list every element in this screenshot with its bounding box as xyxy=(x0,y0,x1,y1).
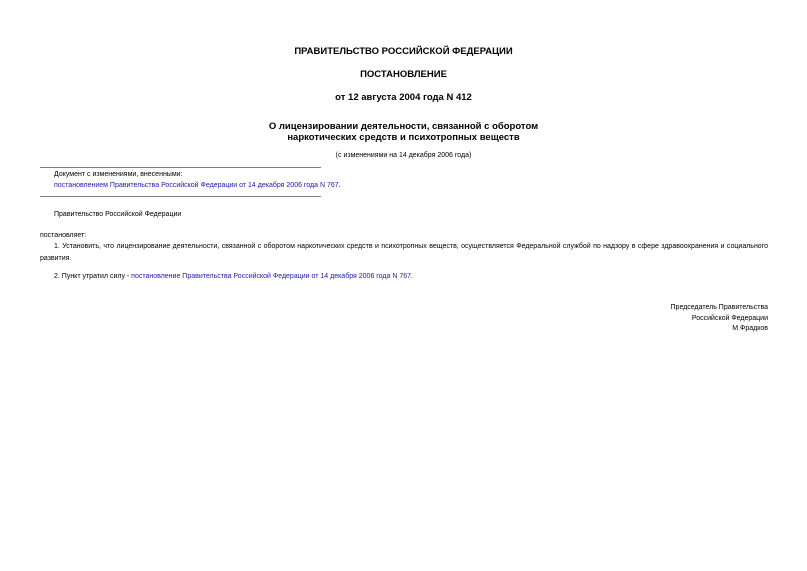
item-2-suffix: . xyxy=(411,273,413,280)
document-type: ПОСТАНОВЛЕНИЕ xyxy=(360,69,447,80)
item-2-link[interactable]: постановление Правительства Российской Федерации от 14 декабря 2006 года N 767 xyxy=(131,273,412,280)
signature-line-2: Российской Федерации xyxy=(691,314,768,322)
changes-note: (с изменениями на 14 декабря 2006 года) xyxy=(335,152,472,159)
item-1-paragraph: 1. Установить, что лицензирование деятельности, связанной с оборотом наркотических средств и психотропных веществ, осуществляется Федеральной службой по надзору в сфере здравоохранения и социального развития. xyxy=(40,243,768,262)
issuer-text: Правительство Российской Федерации xyxy=(54,211,182,218)
amendments-label: Документ с изменениями, внесенными: xyxy=(54,171,183,178)
document-date-number: от 12 августа 2004 года N 412 xyxy=(335,92,472,103)
amendments-top-divider xyxy=(40,167,321,168)
amendments-bottom-divider xyxy=(40,196,321,197)
signature-line-3: М.Фрадков xyxy=(732,325,768,332)
amendments-entry xyxy=(54,181,341,191)
signature-block xyxy=(671,303,768,335)
signature-line-1: Председатель Правительства xyxy=(670,304,768,311)
decrees-text: постановляет: xyxy=(40,232,87,239)
document-title-line-1: О лицензировании деятельности, связанной с оборотом xyxy=(268,121,539,132)
document-title-line-2: наркотических средств и психотропных веществ xyxy=(287,131,520,143)
government-heading: ПРАВИТЕЛЬСТВО РОССИЙСКОЙ ФЕДЕРАЦИИ xyxy=(294,46,513,57)
amendment-link-suffix: . xyxy=(338,182,341,189)
item-2-prefix: 2. Пункт утратил силу - xyxy=(54,273,132,280)
document-title xyxy=(0,122,807,143)
amendment-link[interactable]: постановлением Правительства Российской Федерации от 14 декабря 2006 года N 767 xyxy=(54,182,339,189)
item-2-paragraph xyxy=(54,272,413,282)
